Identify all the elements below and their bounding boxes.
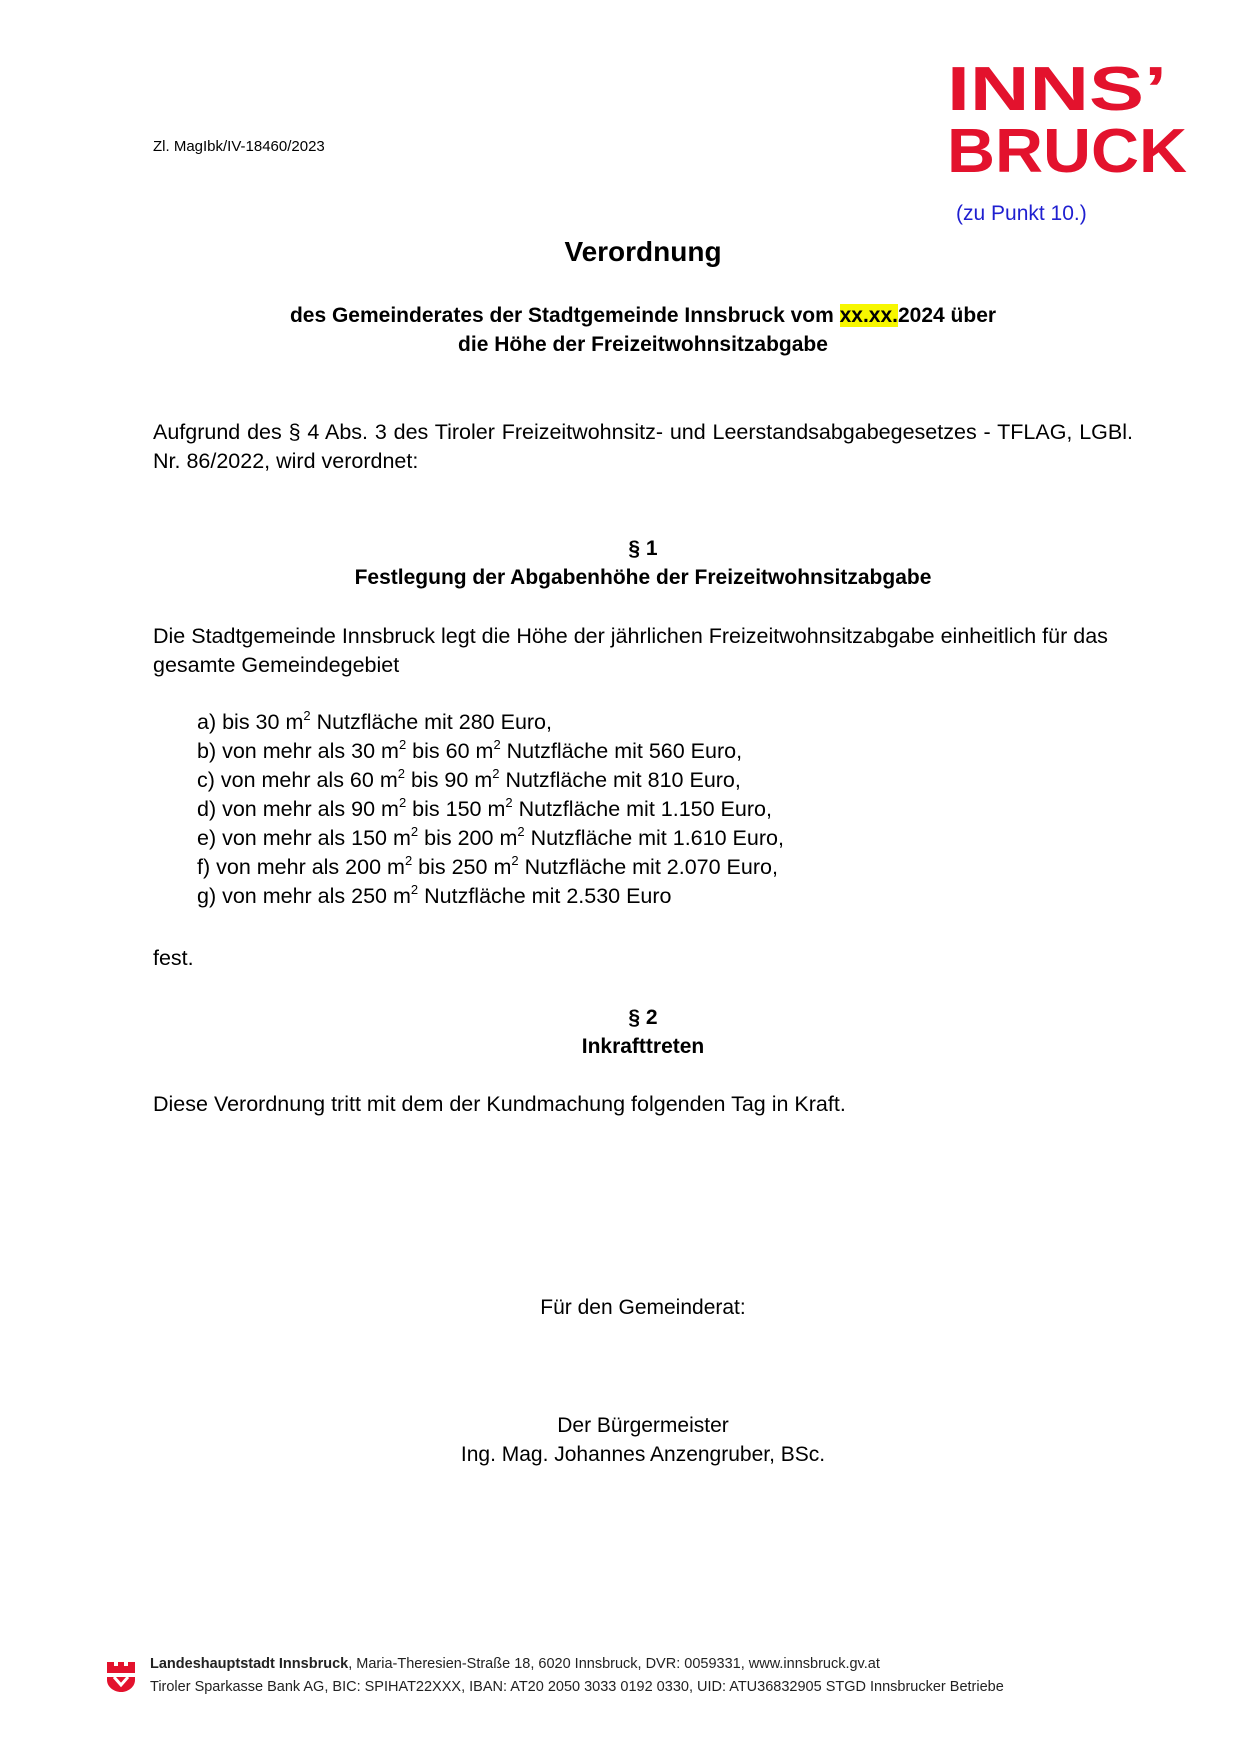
signature-role: Der Bürgermeister (557, 1414, 729, 1437)
list-item: c) von mehr als 60 $m^2$ bis 90 $m^2$ Nutzfläche mit 810 Euro, (197, 766, 741, 792)
section-1-number: § 1 (628, 537, 658, 560)
reference-number: Zl. MagIbk/IV-18460/2023 (153, 138, 325, 155)
intro-paragraph: Aufgrund des § 4 Abs. 3 des Tiroler Freizeitwohnsitz- und Leerstandsabgabegesetzes - TFLAG, LGBl. Nr. 86/2022, wird verordnet: (153, 420, 1133, 473)
signature-name: Ing. Mag. Johannes Anzengruber, BSc. (460, 1443, 826, 1466)
footer-line-1: Landeshauptstadt Innsbruck, Maria-Theresien-Straße 18, 6020 Innsbruck, DVR: 0059331, www.innsbruck.gv.at (150, 1656, 880, 1672)
logo-line-1: INNS’ (947, 58, 1167, 124)
section-2-number: § 2 (628, 1006, 658, 1029)
document-title: Verordnung (564, 236, 722, 267)
list-item: b) von mehr als 30 $m^2$ bis 60 $m^2$ Nutzfläche mit 560 Euro, (197, 737, 743, 763)
section-2-text: Diese Verordnung tritt mit dem der Kundmachung folgenden Tag in Kraft. (153, 1092, 846, 1116)
section-1-closing: fest. (153, 946, 194, 970)
list-item: g) von mehr als 250 $m^2$ Nutzfläche mit 2.530 Euro (197, 882, 672, 908)
city-emblem-icon (106, 1659, 136, 1693)
page-footer (150, 1653, 1004, 1699)
section-1-text: Die Stadtgemeinde Innsbruck legt die Höhe der jährlichen Freizeitwohnsitzabgabe einheitlich für das gesamte Gemeindegebiet (153, 624, 1108, 677)
subtitle-line-2: die Höhe der Freizeitwohnsitzabgabe (458, 333, 828, 356)
list-item: d) von mehr als 90 $m^2$ bis 150 $m^2$ Nutzfläche mit 1.150 Euro, (197, 795, 772, 821)
footer-line-2: Tiroler Sparkasse Bank AG, BIC: SPIHAT22XXX, IBAN: AT20 2050 3033 0192 0330, UID: ATU36832905 STGD Innsbrucker Betriebe (150, 1679, 1004, 1695)
innsbruck-logo (947, 58, 1187, 176)
logo-line-2: BRUCK (947, 117, 1187, 176)
section-2-heading: Inkrafttreten (581, 1035, 705, 1058)
fee-list (197, 708, 784, 911)
agenda-item-note: (zu Punkt 10.) (956, 202, 1087, 225)
footer-org: Landeshauptstadt Innsbruck (150, 1656, 349, 1672)
date-placeholder-highlight: xx.xx. (839, 304, 898, 327)
section-1-heading: Festlegung der Abgabenhöhe der Freizeitwohnsitzabgabe (354, 566, 932, 589)
document-subtitle (0, 301, 1240, 359)
list-item: a) bis 30 $m^2$ Nutzfläche mit 280 Euro, (197, 708, 552, 734)
signature-for-council: Für den Gemeinderat: (540, 1296, 746, 1319)
list-item: f) von mehr als 200 $m^2$ bis 250 $m^2$ Nutzfläche mit 2.070 Euro, (197, 853, 778, 879)
list-item: e) von mehr als 150 $m^2$ bis 200 $m^2$ Nutzfläche mit 1.610 Euro, (197, 824, 784, 850)
subtitle-line-1: des Gemeinderates der Stadtgemeinde Innsbruck vom xx.xx.2024 über (289, 304, 997, 327)
